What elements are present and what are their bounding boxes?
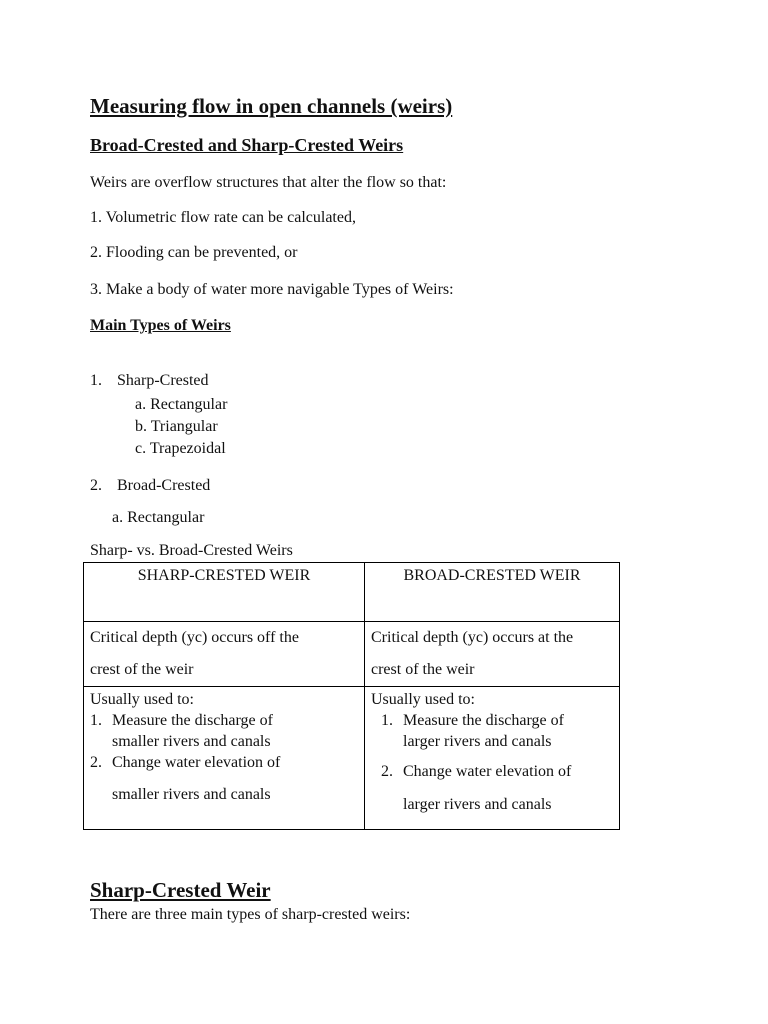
section-subheading: Broad-Crested and Sharp-Crested Weirs [90, 135, 404, 155]
usage-line: Measure the discharge of [112, 712, 273, 729]
list-number: 2. [90, 477, 102, 494]
usage-line: Change water elevation of [403, 763, 572, 780]
table-header-row [84, 563, 620, 622]
types-heading: Main Types of Weirs [90, 317, 231, 334]
cell-sharp-critical [84, 622, 365, 687]
list-number: 1. [90, 712, 102, 729]
list-number: 1. [381, 712, 393, 729]
table-caption: Sharp- vs. Broad-Crested Weirs [90, 542, 293, 559]
type-sharp-crested [90, 372, 209, 390]
table-row-critical-depth [84, 622, 620, 687]
cell-line: crest of the weir [371, 661, 475, 678]
list-number: 2. [381, 763, 393, 780]
header-sharp-crested: SHARP-CRESTED WEIR [84, 563, 365, 622]
usage-line: smaller rivers and canals [112, 733, 271, 750]
type-broad-crested [90, 477, 210, 495]
purpose-item-2: 2. Flooding can be prevented, or [90, 244, 298, 261]
intro-text: Weirs are overflow structures that alter the flow so that: [90, 174, 447, 191]
table-row-usage [84, 687, 620, 830]
sharp-crested-heading: Sharp-Crested Weir [90, 878, 271, 902]
usage-line: smaller rivers and canals [112, 786, 271, 803]
cell-line: Critical depth (yc) occurs off the [90, 629, 299, 646]
subtype-rectangular: a. Rectangular [135, 396, 228, 413]
comparison-table [83, 562, 620, 830]
usage-line: Change water elevation of [112, 754, 281, 771]
list-number: 1. [90, 372, 102, 389]
usage-line: larger rivers and canals [403, 796, 552, 813]
cell-broad-usage [365, 687, 620, 830]
cell-line: Critical depth (yc) occurs at the [371, 629, 574, 646]
sharp-crested-intro: There are three main types of sharp-crested weirs: [90, 906, 411, 923]
subtype-triangular: b. Triangular [135, 418, 218, 435]
usage-item [371, 761, 613, 815]
cell-broad-critical [365, 622, 620, 687]
usage-item [90, 752, 358, 805]
type-label: Broad-Crested [117, 477, 211, 494]
usage-line: larger rivers and canals [403, 733, 552, 750]
usage-label: Usually used to: [90, 691, 194, 708]
page-title: Measuring flow in open channels (weirs) [90, 94, 453, 118]
cell-sharp-usage [84, 687, 365, 830]
subtype-broad-rectangular: a. Rectangular [112, 509, 205, 526]
type-label: Sharp-Crested [117, 372, 209, 389]
usage-label: Usually used to: [371, 691, 475, 708]
cell-line: crest of the weir [90, 661, 194, 678]
usage-item [371, 710, 613, 752]
purpose-item-3: 3. Make a body of water more navigable Types of Weirs: [90, 281, 454, 298]
list-number: 2. [90, 754, 102, 771]
usage-item [90, 710, 358, 752]
usage-line: Measure the discharge of [403, 712, 564, 729]
subtype-trapezoidal: c. Trapezoidal [135, 440, 226, 457]
header-broad-crested: BROAD-CRESTED WEIR [365, 563, 620, 622]
purpose-item-1: 1. Volumetric flow rate can be calculated, [90, 209, 356, 226]
